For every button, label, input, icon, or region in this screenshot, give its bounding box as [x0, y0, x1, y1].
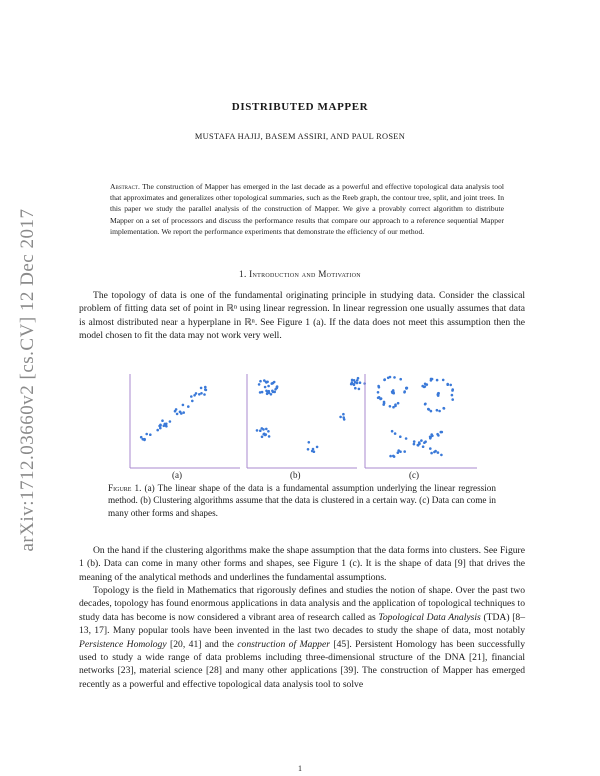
scatter-point [440, 431, 443, 434]
scatter-point [261, 391, 264, 394]
scatter-point [421, 385, 424, 388]
scatter-point [191, 400, 194, 403]
scatter-point [424, 385, 427, 388]
scatter-point [267, 385, 270, 388]
scatter-point [274, 388, 277, 391]
scatter-point [389, 455, 392, 458]
scatter-point [436, 379, 439, 382]
caption-text: (a) The linear shape of the data is a fundamental assumption underlying the linear regression method. (b) Clustering algorithms assume that the data is clustered in a certain way. (c) Data can come in many other forms and shapes. [108, 483, 496, 518]
scatter-point [417, 444, 420, 447]
scatter-point [451, 389, 454, 392]
scatter-point [399, 435, 402, 438]
scatter-point [431, 378, 434, 381]
scatter-point [451, 394, 454, 397]
scatter-point [424, 383, 427, 386]
paper-title: DISTRIBUTED MAPPER [231, 101, 369, 113]
scatter-point [420, 439, 423, 442]
p3-emph-mapper: construction of Mapper [237, 638, 330, 650]
scatter-point [430, 452, 433, 455]
scatter-point [200, 387, 203, 390]
scatter-point [307, 448, 310, 451]
scatter-point [204, 388, 207, 391]
scatter-point [339, 416, 342, 419]
scatter-point [433, 451, 436, 454]
scatter-point [389, 405, 392, 408]
scatter-point [442, 407, 445, 410]
page-number: 1 [298, 764, 302, 773]
scatter-point [259, 429, 262, 432]
scatter-point [392, 406, 395, 409]
scatter-point [393, 376, 396, 379]
scatter-point [198, 393, 201, 396]
scatter-point [351, 381, 354, 384]
author-list: MUSTAFA HAJIJ, BASEM ASSIRI, AND PAUL ROSEN [194, 132, 406, 141]
p3-text-3: [20, 41] and the [166, 638, 238, 650]
scatter-point [440, 454, 443, 457]
scatter-point [405, 387, 408, 390]
scatter-point [451, 398, 454, 401]
scatter-point [267, 430, 270, 433]
scatter-point [256, 429, 259, 432]
figure-1-plots [125, 372, 480, 472]
paragraph-clustering: On the hand if the clustering algorithms make the shape assumption that the data forms into clusters. See Figure 1 (b). Data can come in many other forms and shapes, see Figure 1 (c). It is the shape of data [9] that drives the meaning of the analytical methods and underlines the fundamental assumptions. [79, 545, 525, 583]
figure-sublabel-c: (c) [409, 470, 419, 480]
scatter-point [358, 388, 361, 391]
abstract [110, 181, 504, 237]
scatter-point [265, 381, 268, 384]
panel-a-linear [130, 374, 240, 468]
scatter-point [413, 443, 416, 446]
scatter-point [159, 427, 162, 430]
figure-sublabel-b: (b) [290, 470, 301, 480]
scatter-point [342, 413, 345, 416]
scatter-point [311, 450, 314, 453]
scatter-point [424, 440, 427, 443]
scatter-point [359, 381, 362, 384]
scatter-point [353, 379, 356, 382]
scatter-point [142, 438, 145, 441]
figure-caption [108, 482, 496, 519]
p3-emph-tda: Topological Data Analysis [378, 611, 481, 623]
scatter-point [422, 445, 425, 448]
scatter-point [446, 383, 449, 386]
scatter-point [382, 403, 385, 406]
scatter-point [449, 384, 452, 387]
p3-text-2: (TDA) [8–13, 17]. Many popular tools have been invented in the last two decades to study the shape of data, most notably [79, 611, 526, 637]
section-heading: 1. Introduction and Motivation [239, 269, 361, 279]
scatter-point [161, 419, 164, 422]
scatter-point [356, 379, 359, 382]
scatter-point [163, 425, 166, 428]
scatter-point [174, 410, 177, 413]
scatter-point [429, 437, 432, 440]
scatter-point [190, 395, 193, 398]
scatter-point [428, 408, 431, 411]
scatter-point [258, 383, 261, 386]
scatter-point [156, 429, 159, 432]
panel-b-clusters [247, 374, 366, 468]
scatter-point [442, 379, 445, 382]
scatter-point [394, 432, 397, 435]
scatter-point [182, 411, 185, 414]
scatter-point [392, 455, 395, 458]
scatter-point [383, 378, 386, 381]
scatter-point [265, 428, 268, 431]
scatter-point [430, 433, 433, 436]
scatter-point [438, 410, 441, 413]
scatter-point [387, 377, 390, 380]
scatter-point [262, 433, 265, 436]
figure-sublabel-a: (a) [172, 470, 182, 480]
scatter-point [378, 396, 381, 399]
scatter-point [259, 380, 262, 383]
scatter-point [176, 413, 179, 416]
caption-label: Figure 1. [108, 483, 142, 493]
scatter-point [343, 418, 346, 421]
scatter-point [424, 403, 427, 406]
p3-text-1: Topology is the field in Mathematics that rigorously defines and studies the notion of shape. Over the past two decades, topology has found enormous applications in data analysis and the application of topological techniques to study data has become is now considered a vibrant area of research called as [79, 585, 525, 623]
scatter-point [182, 404, 185, 407]
scatter-point [308, 441, 311, 444]
scatter-point [187, 405, 190, 408]
paragraph-intro: The topology of data is one of the fundamental originating principle in studying data. Consider the classical problem of fitting data set of point in ℝⁿ using linear regression. In linear regression one usually assumes that data is almost distributed near a hyperplane in ℝⁿ. See Figure 1 (a). If the data does not meet this assumption then the model chosen to fit the data may not work very well. [79, 290, 525, 342]
scatter-point [203, 393, 206, 396]
scatter-point [405, 437, 408, 440]
scatter-point [261, 436, 264, 439]
scatter-point [356, 382, 359, 385]
scatter-point [165, 425, 168, 428]
scatter-point [159, 424, 162, 427]
scatter-point [429, 447, 432, 450]
arxiv-id-text: arXiv:1712.03660v2 [cs.CV] 12 Dec 2017 [17, 208, 38, 552]
scatter-point [399, 378, 402, 381]
scatter-point [204, 386, 207, 389]
scatter-point [353, 384, 356, 387]
scatter-point [394, 403, 397, 406]
scatter-point [392, 391, 395, 394]
scatter-point [391, 430, 394, 433]
scatter-point [399, 450, 402, 453]
scatter-point [377, 385, 380, 388]
scatter-point [377, 391, 380, 394]
scatter-point [403, 450, 406, 453]
scatter-point [149, 433, 152, 436]
scatter-point [268, 435, 271, 438]
scatter-point [264, 386, 267, 389]
scatter-point [383, 401, 386, 404]
scatter-point [418, 441, 421, 444]
scatter-point [316, 446, 319, 449]
scatter-point [436, 409, 439, 412]
panel-c-shapes [365, 374, 477, 468]
p3-emph-persistence: Persistence Homology [79, 638, 167, 650]
scatter-point [261, 427, 264, 430]
scatter-point [413, 440, 416, 443]
scatter-point [397, 402, 400, 405]
abstract-text: The construction of Mapper has emerged in the last decade as a powerful and effective topological data analysis tool that approximates and generalizes other topological summaries, such as the Reeb graph, the contour tree, split, and joint trees. In this paper we study the parallel analysis of the construction of Mapper. We give a provably correct algorithm to distribute Mapper on a set of processors and discuss the performance results that compare our approach to a reference sequential Mapper implementation. We report the performance experiments that demonstrate the efficiency of our method. [110, 182, 504, 236]
scatter-point [354, 387, 357, 390]
scatter-point [436, 433, 439, 436]
figure-1 [125, 372, 480, 484]
scatter-point [276, 385, 279, 388]
scatter-point [272, 382, 275, 385]
abstract-label: Abstract. [110, 182, 140, 191]
scatter-point [403, 391, 406, 394]
scatter-point [193, 394, 196, 397]
scatter-point [272, 391, 275, 394]
scatter-point [437, 451, 440, 454]
scatter-point [169, 420, 172, 423]
scatter-point [179, 411, 182, 414]
arxiv-side-stamp [8, 200, 48, 560]
paragraph-topology [79, 584, 525, 691]
p3-text-4: [45]. Persistent Homology has been successfully used to study a wide range of data problems including three-dimensional structure of the DNA [21], financial networks [23], material science [28] and many other applications [39]. The construction of Mapper has emerged recently as a powerful and effective topological data analysis tool to solve [79, 638, 526, 690]
scatter-point [145, 433, 148, 436]
scatter-point [437, 392, 440, 395]
scatter-point [268, 390, 271, 393]
